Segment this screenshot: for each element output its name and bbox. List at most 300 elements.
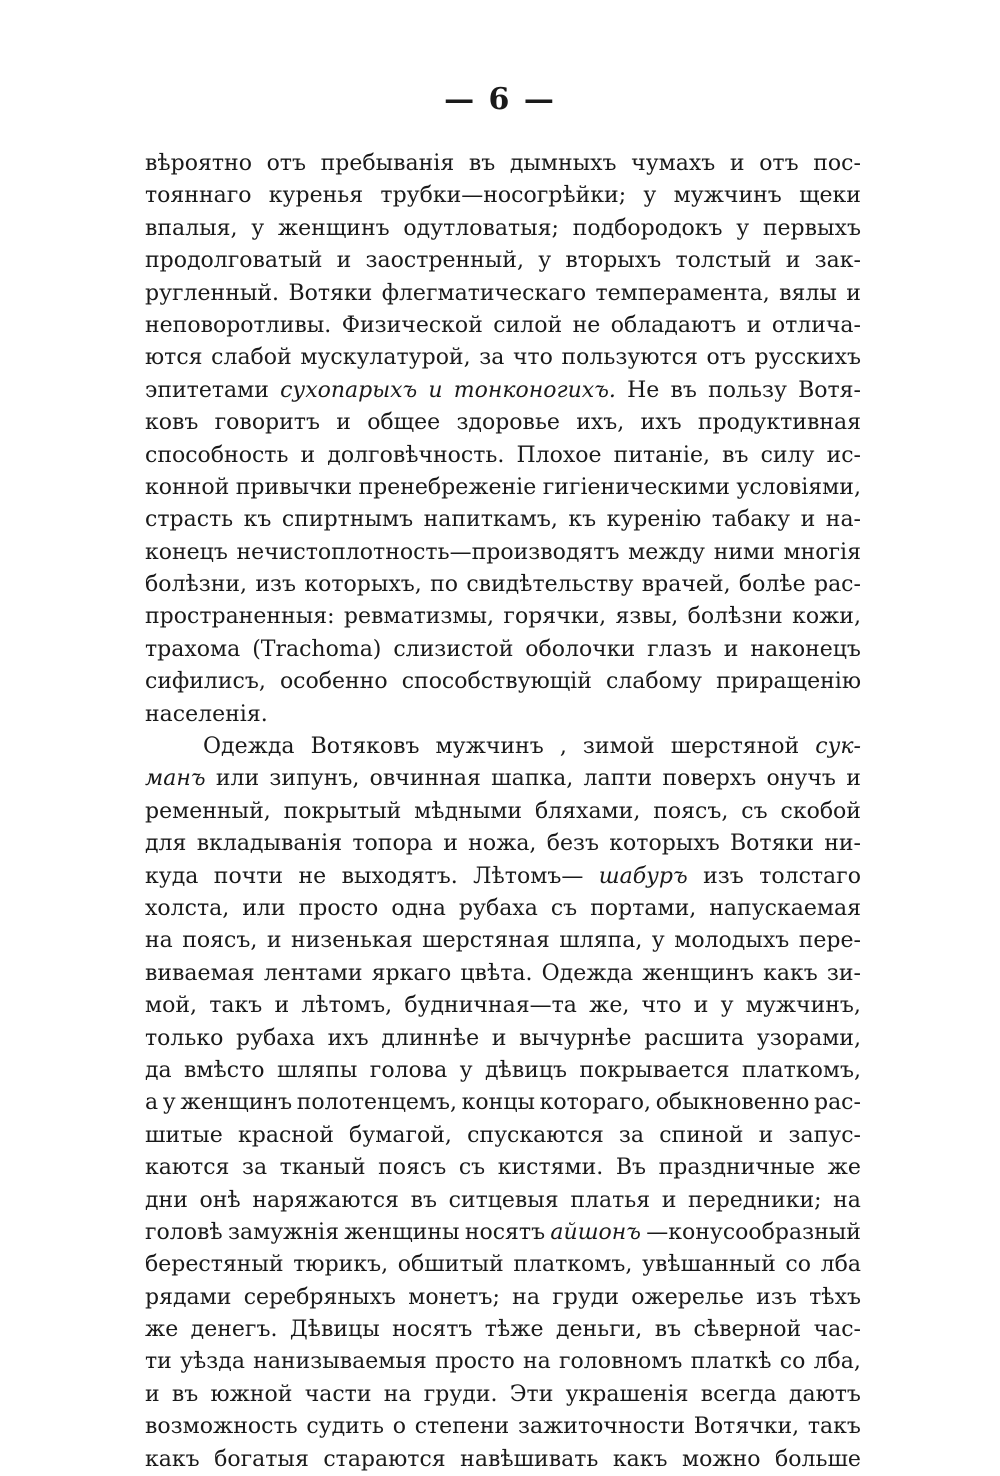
word: вмѣсто [184,1057,265,1083]
text-line [145,1185,861,1217]
word: и [266,928,282,954]
text-line [145,828,861,860]
word: долговѣчность. [327,442,505,468]
word: куренію [606,507,702,533]
text-line [145,569,861,601]
word: Физической [341,312,483,338]
word: онѣ [199,1187,241,1213]
word: въ [468,151,496,176]
word: не [572,312,601,338]
word: Въ [615,1155,647,1181]
word: кистями. [497,1155,604,1181]
word: за [241,1155,268,1181]
word: тканый [279,1155,366,1181]
word: со [779,1349,806,1375]
word: покрывается [579,1057,730,1083]
word: холста, [145,895,230,921]
word: поверхъ [662,766,757,792]
word: толстый [675,248,772,274]
word: женщинъ [642,960,754,986]
word: наконецъ [750,636,861,662]
word: возможность [145,1414,298,1440]
word: полотенцемъ, [296,1090,458,1116]
word: запус- [788,1122,861,1148]
word: красной [238,1122,334,1148]
word: зипунъ, [269,766,360,792]
word: всегда [700,1381,777,1407]
word: рас- [813,572,861,598]
word: голова [369,1057,448,1083]
word: и [693,993,709,1019]
word: Одежда [541,960,634,986]
word: пользу [708,377,787,403]
word: пребыванія [320,151,455,176]
word: что [512,345,553,371]
word: у [538,248,552,274]
word: за [479,345,505,371]
word: женщинъ [180,1090,293,1116]
word: конецъ [145,539,228,565]
word: головномъ [558,1349,683,1375]
word: Не [627,377,660,403]
word: шляпы [276,1057,358,1083]
word: свидѣтельству [466,572,634,598]
text-line [145,375,861,407]
word: силу [760,442,815,468]
word: трахома [145,636,241,662]
word: за [618,1122,645,1148]
word: спускаются [467,1122,604,1148]
word: стараются [323,1446,446,1472]
word: заостренный, [365,248,524,274]
word: изъ [255,572,297,598]
word: только [145,1025,224,1051]
word: впалыя, [145,215,238,241]
word: же [145,1317,179,1343]
word: вкладыванія [196,831,343,857]
word: и [846,766,861,792]
word: и [729,151,745,176]
word: длиннѣе [381,1025,480,1051]
word: груди [552,1284,619,1310]
text-line [145,1055,861,1087]
word: и [300,442,316,468]
word: толстаго [759,863,861,889]
word: общее [367,410,441,436]
word: час- [813,1317,861,1343]
word: ковъ [145,410,199,436]
word: чумахъ [631,151,716,176]
word: обладаютъ [610,312,737,338]
word: Дѣвицы [289,1317,380,1343]
text-line [145,893,861,925]
word: шляпа, [559,928,643,954]
word: поясъ, [653,798,729,824]
italic-word: тонконогихъ. [453,377,616,403]
word: темперамента, [595,280,770,306]
word: ожерелье [631,1284,744,1310]
word: привычки [235,474,352,500]
word: язвы, [615,604,679,630]
text-line [145,407,861,439]
word: ти [145,1349,172,1375]
word: болѣзни, [145,572,248,598]
word: носятъ [392,1317,473,1343]
word: флегматическаго [381,280,587,306]
word: цвѣта. [460,960,533,986]
word: топора [352,831,433,857]
word: у [162,1090,176,1116]
word: съ [550,895,578,921]
text-line [145,1152,861,1184]
word: Лѣтомъ— [473,863,584,889]
word: у [720,993,734,1019]
word: ихъ [640,410,682,436]
word: въ [670,377,697,403]
word: поясъ [378,1155,447,1181]
word: одутловатыя; [403,215,559,241]
text-line [145,925,861,957]
word: праздничные [658,1155,816,1181]
word: платья [570,1187,651,1213]
word: онучъ [766,766,836,792]
word: ними [713,539,775,565]
italic-word: айшонъ [550,1219,641,1245]
word: будничная—та [404,993,577,1019]
word: безъ [546,831,599,857]
word: Вотячки, [693,1414,800,1440]
word: дѣвицъ [485,1057,568,1083]
text-line [145,245,861,277]
page-number: — 6 — [444,82,556,117]
word: и [491,1025,507,1051]
word: слабому [605,669,702,695]
word: и [145,1381,160,1407]
italic-word: и [428,377,443,403]
word: лба [820,1252,861,1278]
word: пространенныя: [145,604,335,630]
text-line [145,1249,861,1281]
word: вѣроятно [145,151,252,176]
text-line [145,1282,861,1314]
text-line [145,731,861,763]
text-line [145,634,861,666]
word: напускаемая [709,895,861,921]
word: даютъ [788,1381,861,1407]
word: напиткамъ, [423,507,558,533]
word: бляхами, [534,798,641,824]
word: дни [145,1187,188,1213]
word: лба, [813,1349,861,1375]
word: у [651,928,665,954]
text-line [145,537,861,569]
word: на [512,1284,540,1310]
word: передники; [688,1187,822,1213]
text-line [145,213,861,245]
word: монетъ; [408,1284,500,1310]
word: зажиточности [517,1414,685,1440]
word: у [251,215,265,241]
word: и [723,636,739,662]
word: носятъ [464,1219,546,1245]
word: болѣе [738,572,806,598]
word: куренья [268,183,364,209]
word: , [559,734,567,760]
word: южной [210,1381,293,1407]
word: головѣ [145,1219,223,1245]
word: судить [306,1414,384,1440]
word: спиной [659,1122,744,1148]
word: на [522,1349,551,1375]
word: нечистоплотность—производятъ [236,539,620,565]
text-line [145,310,861,342]
word: наряжаются [252,1187,399,1213]
word: оболочки [525,636,636,662]
text-line [145,796,861,828]
word: богатыя [214,1446,309,1472]
word: силой [493,312,563,338]
word: въ [171,1381,199,1407]
word: говоритъ [214,410,320,436]
word: страсть [145,507,234,533]
text-line [145,1314,861,1346]
word: на [833,1187,861,1213]
word: здоровье [456,410,560,436]
word: эпитетами [145,377,269,403]
word: какъ [145,1446,200,1472]
word: мужчинъ [673,183,782,209]
word: отъ [706,345,746,371]
text-line [145,180,861,212]
word: пере- [798,928,861,954]
word: навѣшивать [460,1446,599,1472]
word: и [785,248,801,274]
word: нанизываемыя [253,1349,427,1375]
word: молодыхъ [674,928,790,954]
word: глазъ [647,636,712,662]
word: сѣверной [693,1317,802,1343]
word: портами, [590,895,697,921]
word: дымныхъ [509,151,617,176]
word: вычурнѣе [519,1025,632,1051]
word: ихъ [327,1025,369,1051]
word: узорами, [756,1025,861,1051]
word: покрытый [283,798,402,824]
word: и [846,280,861,306]
word: степени [414,1414,510,1440]
word: продолговатый [145,248,323,274]
word: деньги, [555,1317,643,1343]
word: Плохое [516,442,602,468]
word: русскихъ [754,345,861,371]
word: платкомъ, [741,1057,861,1083]
word: бумагой, [349,1122,452,1148]
text-line [145,1346,861,1378]
word: обшитый [397,1252,504,1278]
word: кожи, [792,604,861,630]
word: виваемая [145,960,255,986]
word: и [758,1122,774,1148]
word: почти [213,863,284,889]
text-line [145,342,861,374]
word: неповоротливы. [145,312,332,338]
word: лапти [583,766,653,792]
word: рядами [145,1284,232,1310]
word: мѣдными [414,798,523,824]
word: изъ [756,1284,797,1310]
word: съ [741,798,768,824]
word: по [430,572,458,598]
word: части [304,1381,372,1407]
word: которыхъ, [304,572,422,598]
text-line [145,148,861,180]
word: шитые [145,1122,223,1148]
text-line [145,504,861,536]
text-line [145,1087,861,1119]
text-line [145,1379,861,1411]
word: для [145,831,187,857]
word: тѣже [484,1317,544,1343]
word: а [145,1090,159,1116]
word: между [628,539,706,565]
word: и [661,1187,677,1213]
word: тояннаго [145,183,252,209]
word: спиртнымъ [281,507,414,533]
word: какъ [763,960,818,986]
word: слизистой [393,636,514,662]
word: расшита [644,1025,745,1051]
word: первыхъ [762,215,861,241]
word: платкѣ [690,1349,772,1375]
word: украшенія [565,1381,689,1407]
word: серебряныхъ [243,1284,396,1310]
word: да [145,1057,172,1083]
word: ножа, [468,831,537,857]
word: женщины [344,1219,460,1245]
word: просто [298,895,379,921]
word: слабой [211,345,292,371]
word: Вотя- [798,377,861,403]
word: каются [145,1155,230,1181]
word: и [274,993,290,1019]
word: —конусообразный [646,1219,861,1245]
word: табаку [711,507,791,533]
word: зи- [826,960,861,986]
word: яркаго [371,960,452,986]
word: лентами [263,960,363,986]
word: способность [145,442,289,468]
word: концы [461,1090,535,1116]
word: изъ [703,863,744,889]
word: зимой [582,734,655,760]
italic-word: шабуръ [598,863,688,889]
text-line [145,1411,861,1443]
word: (Trachoma) [252,636,382,662]
text-line [145,763,861,795]
word: у [459,1057,473,1083]
word: одна [391,895,446,921]
text-line [145,1217,861,1249]
word: зак- [814,248,861,274]
word: мой, [145,993,198,1019]
word: мужчинъ [435,734,544,760]
word: вторыхъ [565,248,662,274]
word: рубаха [236,1025,315,1051]
word: подбородокъ [572,215,723,241]
text-line [145,278,861,310]
word: приращенію [716,669,861,695]
word: и [800,507,816,533]
word: сифилисъ, [145,669,266,695]
word: на- [825,507,861,533]
word: къ [568,507,597,533]
word: о [392,1414,406,1440]
word: горячки, [503,604,607,630]
word: ременный, [145,798,271,824]
word: обыкновенно [655,1090,810,1116]
word: ситцевыя [448,1187,559,1213]
word: женщинъ [277,215,390,241]
word: Вотяки [730,831,814,857]
word: же, [589,993,630,1019]
word: многія [783,539,861,565]
word: отлича- [771,312,861,338]
word: больше [775,1446,861,1472]
word: къ [243,507,272,533]
word: ис- [826,442,861,468]
word: тѣхъ [809,1284,861,1310]
word: груди. [423,1381,498,1407]
word: и [336,410,351,436]
word: котораго, [539,1090,652,1116]
text-line [145,1023,861,1055]
word: или [242,895,286,921]
word: съ [458,1155,486,1181]
word: Вотяки [288,280,373,306]
word: мускулатурой, [300,345,471,371]
word: просто [435,1349,515,1375]
word: же [827,1155,861,1181]
word: скобой [780,798,861,824]
word: низенькая [290,928,413,954]
word: отъ [266,151,306,176]
text-line [145,990,861,1022]
word: на [145,928,173,954]
word: шапка, [491,766,574,792]
word: пренебреженіе [358,474,537,500]
word: которыхъ [609,831,720,857]
word: и [746,312,762,338]
word: пользуются [561,345,698,371]
word: щеки [799,183,861,209]
text-line [145,666,861,698]
word: мужчинъ, [745,993,861,1019]
text-line [145,699,861,731]
text-line [145,958,861,990]
word: Эти [509,1381,554,1407]
word: условіями, [736,474,861,500]
word: гигіеническими [542,474,730,500]
word: тюрикъ, [293,1252,389,1278]
word: пос- [813,151,861,176]
word: увѣшанный [642,1252,776,1278]
word: рас- [813,1090,861,1116]
word: ругленный. [145,280,280,306]
word: лѣтомъ, [301,993,393,1019]
word: конной [145,474,230,500]
word: со [785,1252,811,1278]
word: куда [145,863,199,889]
